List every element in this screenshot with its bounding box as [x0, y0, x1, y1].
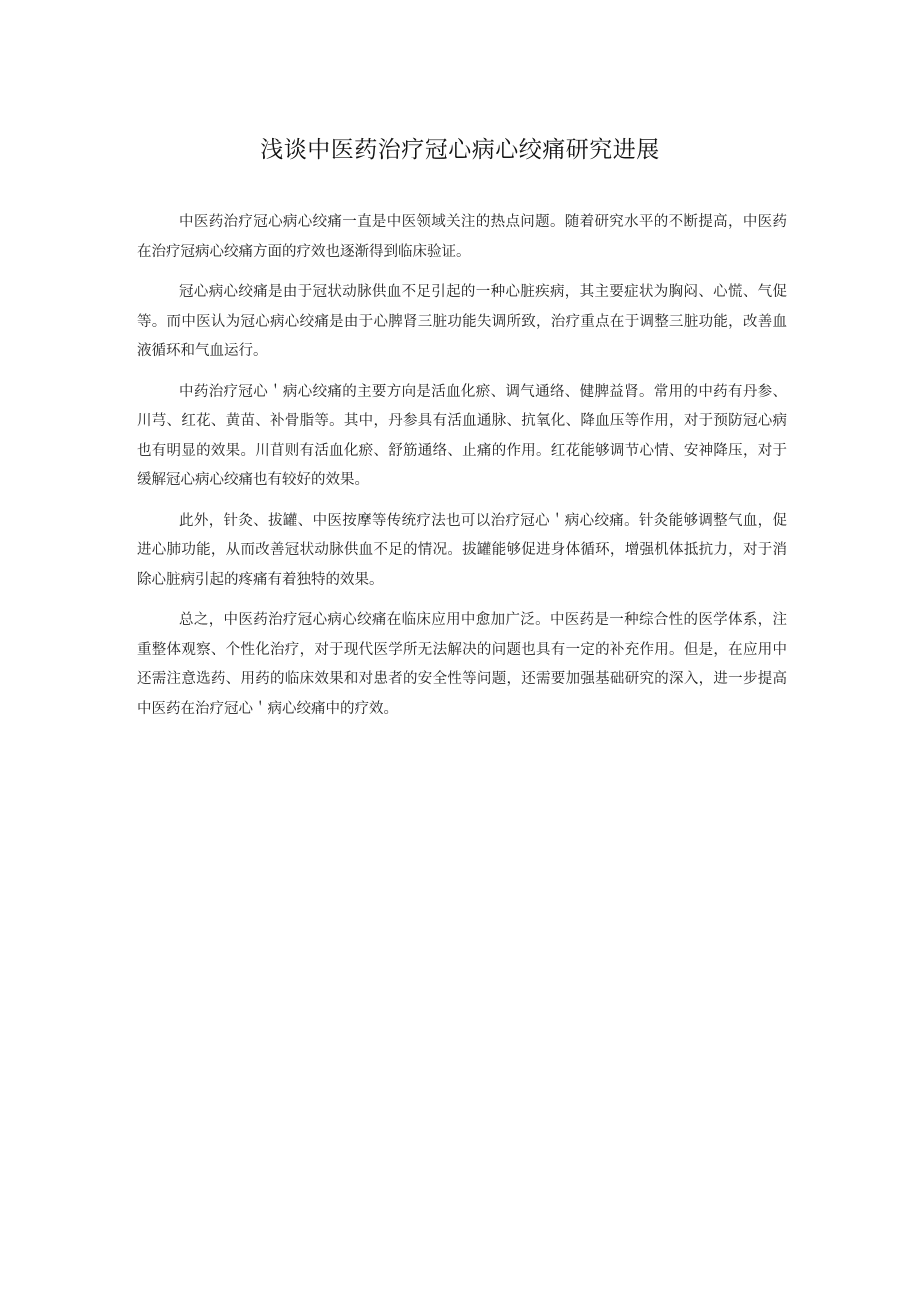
document-title: 浅谈中医药治疗冠心病心绞痛研究进展 — [260, 137, 660, 163]
paragraph-traditional-therapies: 此外，针灸、拔罐、中医按摩等传统疗法也可以治疗冠心＇病心绞痛。针灸能够调整气血，促进心肺功能，从而改善冠状动脉供血不足的情况。拔罐能够促进身体循环，增强机体抵抗力，对于消除心脏病引起的疼痛有着独特的效果。 — [137, 512, 787, 588]
paragraph-herbal-treatment: 中药治疗冠心＇病心绞痛的主要方向是活血化瘀、调气通络、健脾益肾。常用的中药有丹参、川芎、红花、黄苗、补骨脂等。其中，丹参具有活血通脉、抗氧化、降血压等作用，对于预防冠心病也有明显的效果。川苜则有活血化瘀、舒筋通络、止痛的作用。红花能够调节心情、安神降压，对于缓解冠心病心绞痛也有较好的效果。 — [137, 383, 787, 488]
paragraph-intro: 中医药治疗冠心病心绞痛一直是中医领域关注的热点问题。随着研究水平的不断提高，中医药在治疗冠病心绞痛方面的疗效也逐渐得到临床验证。 — [137, 214, 787, 260]
document-body — [137, 208, 787, 735]
paragraph-conclusion: 总之，中医药治疗冠心病心绞痛在临床应用中愈加广泛。中医药是一种综合性的医学体系，注重整体观察、个性化治疗，对于现代医学所无法解决的问题也具有一定的补充作用。但是，在应用中还需注意选药、用药的临床效果和对患者的安全性等问题，还需要加强基础研究的深入，进一步提高中医药在治疗冠心＇病心绞痛中的疗效。 — [137, 612, 787, 717]
paragraph-definition: 冠心病心绞痛是由于冠状动脉供血不足引起的一种心脏疾病，其主要症状为胸闷、心慌、气促等。而中医认为冠心病心绞痛是由于心脾肾三脏功能失调所致，治疗重点在于调整三脏功能，改善血液循环和气血运行。 — [137, 284, 787, 359]
